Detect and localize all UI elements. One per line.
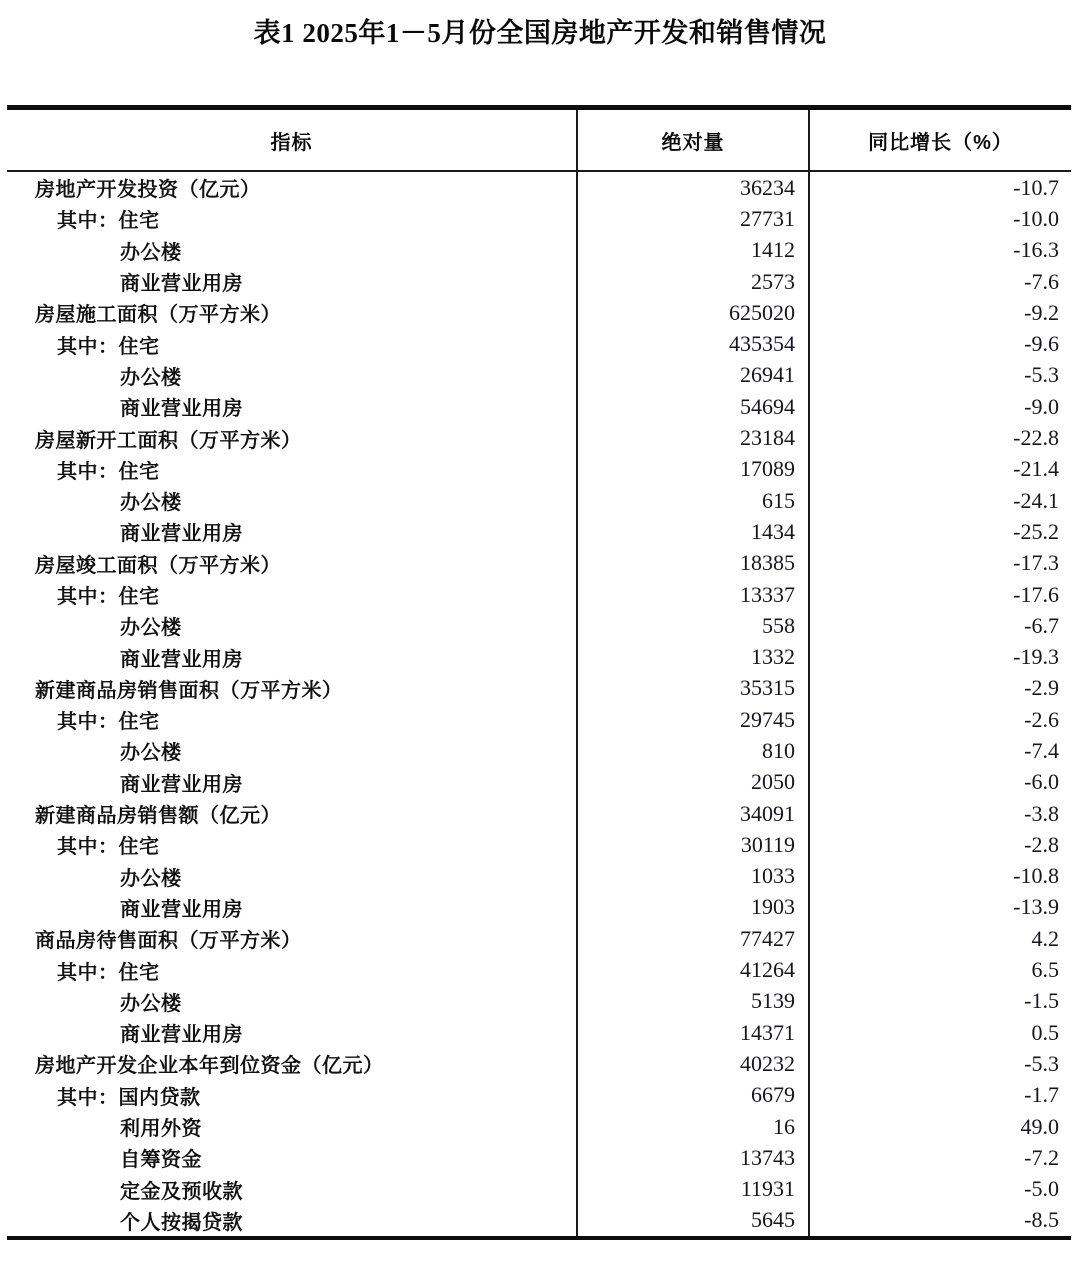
table-row — [7, 172, 1071, 203]
row-absolute-value: 615 — [578, 485, 810, 516]
row-absolute-value: 26941 — [578, 360, 810, 391]
row-indicator-label: 个人按揭贷款 — [7, 1205, 578, 1236]
row-absolute-value: 16 — [578, 1111, 810, 1142]
row-indicator-label: 办公楼 — [7, 360, 578, 391]
table-row — [7, 1080, 1071, 1111]
table-row — [7, 391, 1071, 422]
row-absolute-value: 6679 — [578, 1080, 810, 1111]
row-absolute-value: 23184 — [578, 422, 810, 453]
row-absolute-value: 30119 — [578, 829, 810, 860]
row-growth-value: -6.7 — [1024, 612, 1059, 638]
row-growth-value: -19.3 — [1013, 644, 1059, 670]
row-indicator-label: 商业营业用房 — [7, 892, 578, 923]
row-growth-value: -7.4 — [1024, 737, 1059, 763]
row-growth-value: -2.6 — [1024, 706, 1059, 732]
table-header-row — [7, 110, 1071, 172]
table-row — [7, 641, 1071, 672]
row-growth-value: -2.9 — [1024, 675, 1059, 701]
column-header-growth: 同比增长（%） — [868, 131, 1013, 154]
row-growth-value: -21.4 — [1013, 456, 1059, 482]
table-row — [7, 1205, 1071, 1236]
row-absolute-value: 435354 — [578, 328, 810, 359]
row-indicator-label: 自筹资金 — [7, 1142, 578, 1173]
row-indicator-label: 办公楼 — [7, 485, 578, 516]
row-absolute-value: 27731 — [578, 203, 810, 234]
table-row — [7, 704, 1071, 735]
row-indicator-label: 房屋新开工面积（万平方米） — [7, 422, 578, 453]
table-row — [7, 954, 1071, 985]
row-indicator-label: 其中：住宅 — [7, 829, 578, 860]
row-indicator-label: 办公楼 — [7, 861, 578, 892]
row-absolute-value: 625020 — [578, 297, 810, 328]
row-absolute-value: 41264 — [578, 954, 810, 985]
table-row — [7, 516, 1071, 547]
row-indicator-label: 商品房待售面积（万平方米） — [7, 923, 578, 954]
table-row — [7, 1048, 1071, 1079]
row-absolute-value: 2050 — [578, 767, 810, 798]
table-row — [7, 610, 1071, 641]
table-row — [7, 767, 1071, 798]
row-absolute-value: 17089 — [578, 454, 810, 485]
row-indicator-label: 其中：国内贷款 — [7, 1080, 578, 1111]
row-absolute-value: 5645 — [578, 1205, 810, 1236]
table-body — [7, 172, 1071, 1236]
column-header-indicator: 指标 — [7, 110, 578, 170]
row-indicator-label: 商业营业用房 — [7, 516, 578, 547]
table-row — [7, 923, 1071, 954]
row-indicator-label: 商业营业用房 — [7, 1017, 578, 1048]
row-indicator-label: 利用外资 — [7, 1111, 578, 1142]
row-growth-value: -17.3 — [1013, 550, 1059, 576]
row-indicator-label: 其中：住宅 — [7, 954, 578, 985]
table-row — [7, 579, 1071, 610]
row-indicator-label: 房屋竣工面积（万平方米） — [7, 548, 578, 579]
table-row — [7, 986, 1071, 1017]
row-indicator-label: 办公楼 — [7, 235, 578, 266]
table-row — [7, 1142, 1071, 1173]
row-indicator-label: 办公楼 — [7, 610, 578, 641]
row-absolute-value: 1033 — [578, 861, 810, 892]
row-growth-value: -22.8 — [1013, 425, 1059, 451]
row-absolute-value: 558 — [578, 610, 810, 641]
row-growth-value: -5.0 — [1024, 1176, 1059, 1202]
row-growth-value: -5.3 — [1024, 362, 1059, 388]
row-growth-value: -6.0 — [1024, 769, 1059, 795]
row-absolute-value: 36234 — [578, 172, 810, 203]
row-growth-value: -9.6 — [1024, 331, 1059, 357]
row-absolute-value: 34091 — [578, 798, 810, 829]
row-indicator-label: 其中：住宅 — [7, 328, 578, 359]
row-indicator-label: 商业营业用房 — [7, 767, 578, 798]
row-absolute-value: 810 — [578, 735, 810, 766]
row-indicator-label: 商业营业用房 — [7, 391, 578, 422]
row-growth-value: -7.2 — [1024, 1144, 1059, 1170]
table-row — [7, 266, 1071, 297]
row-indicator-label: 新建商品房销售面积（万平方米） — [7, 673, 578, 704]
row-growth-value: -10.7 — [1013, 174, 1059, 200]
table-row — [7, 861, 1071, 892]
row-growth-value: -16.3 — [1013, 237, 1059, 263]
row-growth-value: -17.6 — [1013, 581, 1059, 607]
row-absolute-value: 1903 — [578, 892, 810, 923]
row-growth-value: -10.0 — [1013, 205, 1059, 231]
row-absolute-value: 77427 — [578, 923, 810, 954]
row-absolute-value: 1434 — [578, 516, 810, 547]
table-row — [7, 735, 1071, 766]
table-row — [7, 485, 1071, 516]
row-absolute-value: 5139 — [578, 986, 810, 1017]
row-indicator-label: 商业营业用房 — [7, 266, 578, 297]
row-absolute-value: 11931 — [578, 1174, 810, 1205]
row-absolute-value: 54694 — [578, 391, 810, 422]
statistics-table — [7, 105, 1071, 1240]
row-growth-value: -2.8 — [1024, 831, 1059, 857]
table-row — [7, 422, 1071, 453]
page-title: 表1 2025年1－5月份全国房地产开发和销售情况 — [253, 18, 827, 48]
row-indicator-label: 新建商品房销售额（亿元） — [7, 798, 578, 829]
row-indicator-label: 房地产开发企业本年到位资金（亿元） — [7, 1048, 578, 1079]
row-growth-value: -5.3 — [1024, 1050, 1059, 1076]
row-indicator-label: 定金及预收款 — [7, 1174, 578, 1205]
row-indicator-label: 商业营业用房 — [7, 641, 578, 672]
row-indicator-label: 房屋施工面积（万平方米） — [7, 297, 578, 328]
table-row — [7, 1111, 1071, 1142]
table-row — [7, 1174, 1071, 1205]
column-header-absolute: 绝对量 — [578, 110, 810, 170]
row-growth-value: -3.8 — [1024, 800, 1059, 826]
table-row — [7, 297, 1071, 328]
row-absolute-value: 14371 — [578, 1017, 810, 1048]
row-absolute-value: 18385 — [578, 548, 810, 579]
row-growth-value: -8.5 — [1024, 1207, 1059, 1233]
row-growth-value: -10.8 — [1013, 863, 1059, 889]
row-absolute-value: 13337 — [578, 579, 810, 610]
row-growth-value: 0.5 — [1031, 1019, 1059, 1045]
table-row — [7, 360, 1071, 391]
row-absolute-value: 13743 — [578, 1142, 810, 1173]
row-absolute-value: 1412 — [578, 235, 810, 266]
row-indicator-label: 办公楼 — [7, 986, 578, 1017]
row-indicator-label: 房地产开发投资（亿元） — [7, 172, 578, 203]
table-row — [7, 203, 1071, 234]
row-absolute-value: 35315 — [578, 673, 810, 704]
row-growth-value: -9.0 — [1024, 393, 1059, 419]
row-growth-value: 6.5 — [1031, 957, 1059, 983]
row-absolute-value: 1332 — [578, 641, 810, 672]
table-row — [7, 892, 1071, 923]
row-indicator-label: 其中：住宅 — [7, 704, 578, 735]
row-growth-value: -9.2 — [1024, 299, 1059, 325]
row-growth-value: -7.6 — [1024, 268, 1059, 294]
row-growth-value: 4.2 — [1031, 925, 1059, 951]
row-growth-value: -25.2 — [1013, 518, 1059, 544]
row-indicator-label: 其中：住宅 — [7, 454, 578, 485]
table-row — [7, 235, 1071, 266]
row-growth-value: -1.5 — [1024, 988, 1059, 1014]
row-growth-value: -24.1 — [1013, 487, 1059, 513]
row-absolute-value: 29745 — [578, 704, 810, 735]
row-growth-value: -1.7 — [1024, 1082, 1059, 1108]
row-indicator-label: 办公楼 — [7, 735, 578, 766]
table-row — [7, 454, 1071, 485]
row-growth-value: -13.9 — [1013, 894, 1059, 920]
row-indicator-label: 其中：住宅 — [7, 203, 578, 234]
row-absolute-value: 2573 — [578, 266, 810, 297]
table-row — [7, 798, 1071, 829]
table-row — [7, 829, 1071, 860]
table-row — [7, 673, 1071, 704]
table-row — [7, 548, 1071, 579]
row-growth-value: 49.0 — [1020, 1113, 1059, 1139]
row-absolute-value: 40232 — [578, 1048, 810, 1079]
table-row — [7, 1017, 1071, 1048]
row-indicator-label: 其中：住宅 — [7, 579, 578, 610]
table-row — [7, 328, 1071, 359]
